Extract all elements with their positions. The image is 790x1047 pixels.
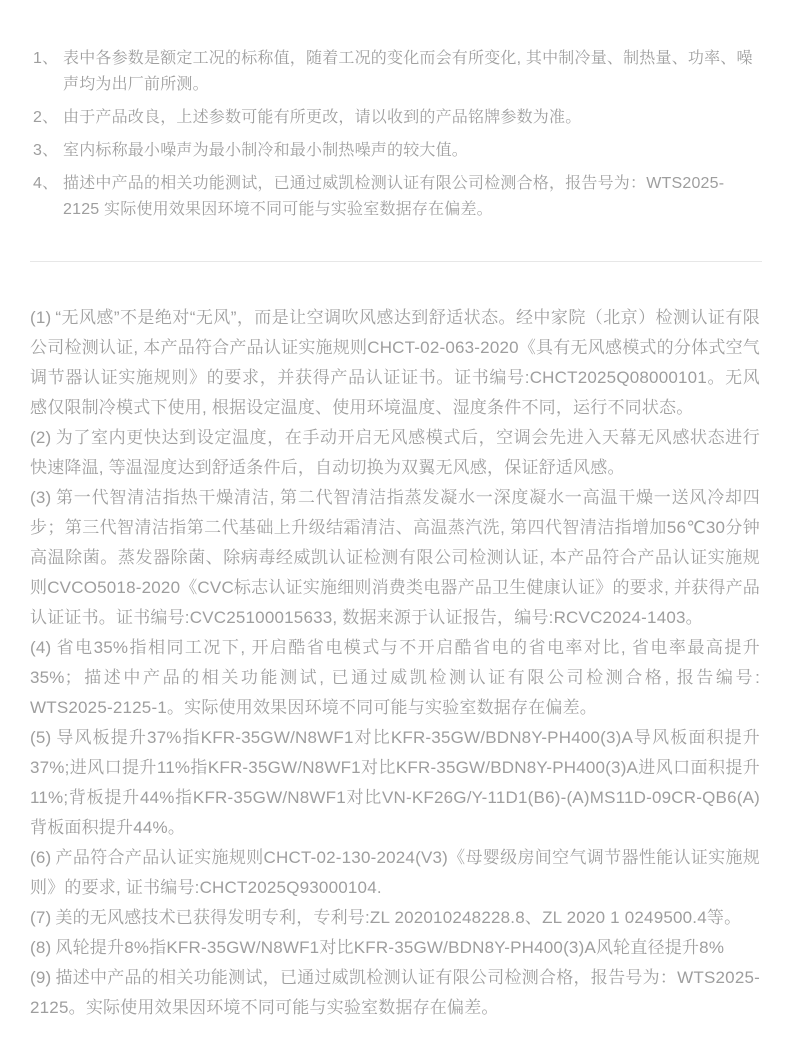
footnote-number: (2) <box>30 428 52 447</box>
footnote-item <box>30 933 760 963</box>
footnote-number: (3) <box>30 488 52 507</box>
spec-note-text: 室内标称最小噪声为最小制冷和最小制热噪声的较大值。 <box>63 142 469 159</box>
spec-note-text: 由于产品改良，上述参数可能有所更改，请以收到的产品铭牌参数为准。 <box>63 109 582 126</box>
footnote-item <box>30 483 760 633</box>
footnote-text: 风轮提升8%指KFR-35GW/N8WF1对比KFR-35GW/BDN8Y-PH400(3)A风轮直径提升8% <box>55 938 725 957</box>
footnote-number: (4) <box>30 638 52 657</box>
spec-note-number: 3、 <box>33 142 59 159</box>
footnote-text: 为了室内更快达到设定温度，在手动开启无风感模式后，空调会先进入天幕无风感状态进行快速降温, 等温湿度达到舒适条件后，自动切换为双翼无风感，保证舒适风感。 <box>30 428 760 477</box>
footnote-item <box>30 723 760 843</box>
spec-note-item <box>33 171 760 223</box>
footnote-item <box>30 903 760 933</box>
spec-note-text: 表中各参数是额定工况的标称值，随着工况的变化而会有所变化, 其中制冷量、制热量、功率、噪声均为出厂前所测。 <box>63 50 753 93</box>
footnote-text: 省电35%指相同工况下, 开启酷省电模式与不开启酷省电的省电率对比, 省电率最高提升35%；描述中产品的相关功能测试, 已通过威凯检测认证有限公司检测合格, 报告编号: WTS2025-2125-1。实际使用效果因环境不同可能与实验室数据存在偏差。 <box>30 638 760 717</box>
spec-note-item <box>33 105 760 131</box>
spec-note-number: 4、 <box>33 175 59 192</box>
footnote-item <box>30 843 760 903</box>
footnote-text: “无风感”不是绝对“无风”，而是让空调吹风感达到舒适状态。经中家院（北京）检测认证有限公司检测认证, 本产品符合产品认证实施规则CHCT-02-063-2020《具有无风感模式的分体式空气调节器认证实施规则》的要求，并获得产品认证证书。证书编号:CHCT2025Q08000101。无风感仅限制冷模式下使用, 根据设定温度、使用环境温度、湿度条件不同，运行不同状态。 <box>30 308 760 417</box>
footnote-text: 第一代智清洁指热干燥清洁, 第二代智清洁指蒸发凝水一深度凝水一高温干燥一送风冷却四步；第三代智清洁指第二代基础上升级结霜清洁、高温蒸汽洗, 第四代智清洁指增加56℃30分钟高温除菌。蒸发器除菌、除病毒经威凯认证检测有限公司检测认证, 本产品符合产品认证实施规则CVCO5018-2020《CVC标志认证实施细则消费类电器产品卫生健康认证》的要求, 并获得产品认证证书。证书编号:CVC25100015633, 数据来源于认证报告，编号:RCVC2024-1403。 <box>30 488 760 627</box>
footnote-number: (9) <box>30 968 52 987</box>
footnote-text: 描述中产品的相关功能测试，已通过威凯检测认证有限公司检测合格，报告号为：WTS2025-2125。实际使用效果因环境不同可能与实验室数据存在偏差。 <box>30 968 760 1017</box>
footnote-number: (6) <box>30 848 52 867</box>
footnote-number: (7) <box>30 908 52 927</box>
spec-note-number: 2、 <box>33 109 59 126</box>
spec-note-text: 描述中产品的相关功能测试，已通过威凯检测认证有限公司检测合格，报告号为：WTS2025-2125 实际使用效果因环境不同可能与实验室数据存在偏差。 <box>63 175 725 218</box>
footnote-item <box>30 423 760 483</box>
footnote-text: 导风板提升37%指KFR-35GW/N8WF1对比KFR-35GW/BDN8Y-PH400(3)A导风板面积提升37%;进风口提升11%指KFR-35GW/N8WF1对比KFR-35GW/BDN8Y-PH400(3)A进风口面积提升11%;背板提升44%指KFR-35GW/N8WF1对比VN-KF26G/Y-11D1(B6)-(A)MS11D-09CR-QB6(A)背板面积提升44%。 <box>30 728 760 837</box>
footnote-item <box>30 633 760 723</box>
footnotes-section <box>0 262 790 1023</box>
spec-note-item <box>33 46 760 98</box>
footnote-item <box>30 303 760 423</box>
footnote-number: (8) <box>30 938 52 957</box>
spec-note-item <box>33 138 760 164</box>
footnote-text: 产品符合产品认证实施规则CHCT-02-130-2024(V3)《母婴级房间空气调节器性能认证实施规则》的要求, 证书编号:CHCT2025Q93000104. <box>30 848 760 897</box>
spec-notes-section <box>0 0 790 223</box>
footnote-number: (1) <box>30 308 52 327</box>
spec-note-number: 1、 <box>33 50 59 67</box>
footnote-text: 美的无风感技术已获得发明专利，专利号:ZL 202010248228.8、ZL 2020 1 0249500.4等。 <box>55 908 742 927</box>
footnote-number: (5) <box>30 728 52 747</box>
footnote-item <box>30 963 760 1023</box>
